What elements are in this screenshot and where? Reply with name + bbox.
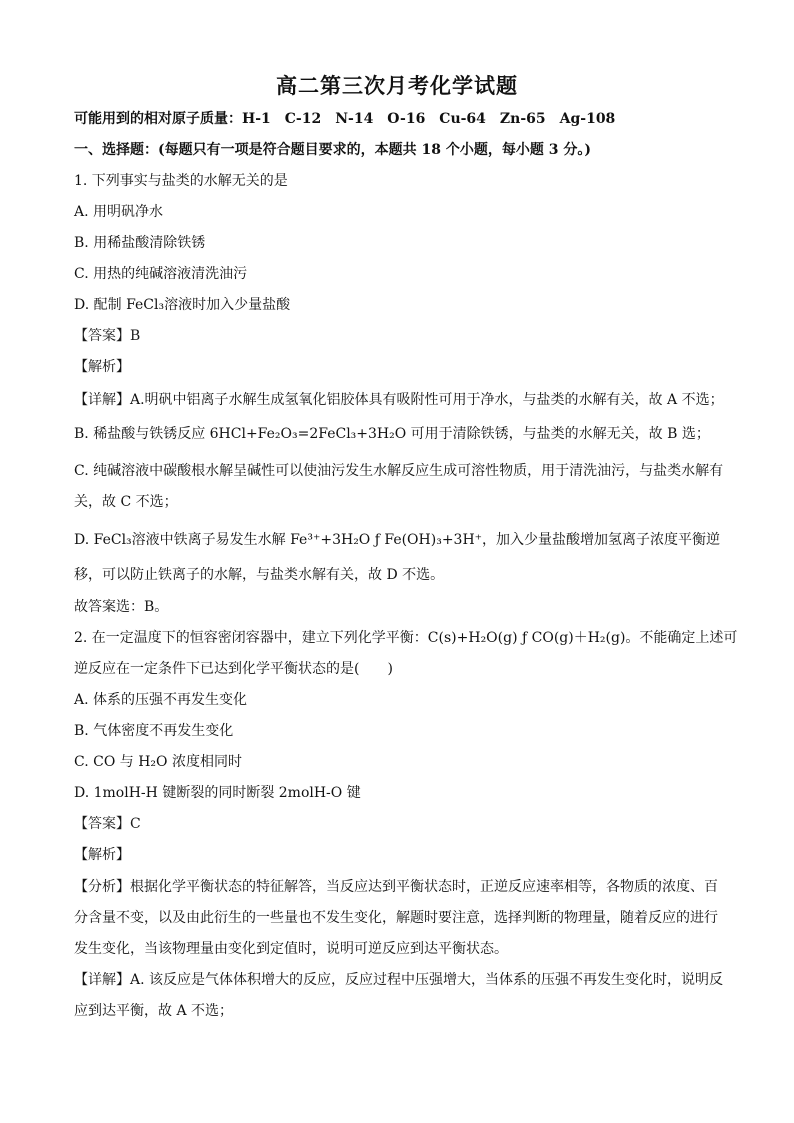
- q2-analysis-line3: 发生变化，当该物理量由变化到定值时，说明可逆反应到达平衡状态。: [74, 941, 508, 957]
- q2-detail-a-line2: 应到达平衡，故 A 不选；: [74, 1003, 234, 1019]
- q2-answer: 【答案】C: [74, 816, 141, 832]
- q1-conclusion: 故答案选：B。: [74, 599, 169, 615]
- q1-stem: 1. 下列事实与盐类的水解无关的是: [74, 173, 288, 189]
- q2-stem-line1: 2. 在一定温度下的恒容密闭容器中，建立下列化学平衡：C(s)+H₂O(g) ƒ CO(g)＋H₂(g)。不能确定上述可: [74, 630, 738, 646]
- q2-analysis-line1: 【分析】根据化学平衡状态的特征解答，当反应达到平衡状态时，正逆反应速率相等，各物质的浓度、百: [74, 879, 718, 895]
- q1-detail-c-line1: C. 纯碱溶液中碳酸根水解呈碱性可以使油污发生水解反应生成可溶性物质，用于清洗油污，与盐类水解有: [74, 463, 724, 479]
- q2-analysis-line2: 分含量不变，以及由此衍生的一些量也不发生变化，解题时要注意，选择判断的物理量，随着反应的进行: [74, 910, 718, 926]
- q1-option-a: A. 用明矾净水: [74, 204, 164, 220]
- q1-option-c: C. 用热的纯碱溶液清洗油污: [74, 266, 248, 282]
- q2-detail-a-line1: 【详解】A. 该反应是气体体积增大的反应，反应过程中压强增大，当体系的压强不再发生变化时，说明反: [74, 972, 724, 988]
- q2-option-d: D. 1molH-H 键断裂的同时断裂 2molH-O 键: [74, 785, 361, 801]
- q2-option-b: B. 气体密度不再发生变化: [74, 723, 234, 739]
- q1-detail-a: 【详解】A.明矾中铝离子水解生成氢氧化铝胶体具有吸附性可用于净水，与盐类的水解有关，故 A 不选；: [74, 392, 724, 408]
- q1-detail-b: B. 稀盐酸与铁锈反应 6HCl+Fe₂O₃=2FeCl₃+3H₂O 可用于清除铁锈，与盐类的水解无关，故 B 选；: [74, 426, 710, 442]
- page-title: 高二第三次月考化学试题: [276, 73, 518, 98]
- q2-analysis-label: 【解析】: [74, 847, 130, 863]
- q2-option-c: C. CO 与 H₂O 浓度相同时: [74, 754, 242, 770]
- q2-stem-line2: 逆反应在一定条件下已达到化学平衡状态的是( ): [74, 661, 393, 677]
- q1-option-b: B. 用稀盐酸清除铁锈: [74, 235, 206, 251]
- q1-analysis-label: 【解析】: [74, 359, 130, 375]
- q1-detail-c-line2: 关，故 C 不选；: [74, 494, 178, 510]
- q2-option-a: A. 体系的压强不再发生变化: [74, 692, 248, 708]
- q1-detail-d-line2: 移，可以防止铁离子的水解，与盐类水解有关，故 D 不选。: [74, 567, 445, 583]
- q1-answer: 【答案】B: [74, 328, 141, 344]
- section-heading: 一、选择题：(每题只有一项是符合题目要求的，本题共 18 个小题，每小题 3 分。): [74, 142, 591, 158]
- q1-detail-d-line1: D. FeCl₃溶液中铁离子易发生水解 Fe³⁺+3H₂O ƒ Fe(OH)₃+3H⁺，加入少量盐酸增加氢离子浓度平衡逆: [74, 532, 721, 548]
- q1-option-d: D. 配制 FeCl₃溶液时加入少量盐酸: [74, 297, 291, 313]
- atomic-masses-line: 可能用到的相对原子质量：H-1 C-12 N-14 O-16 Cu-64 Zn-65 Ag-108: [74, 111, 616, 127]
